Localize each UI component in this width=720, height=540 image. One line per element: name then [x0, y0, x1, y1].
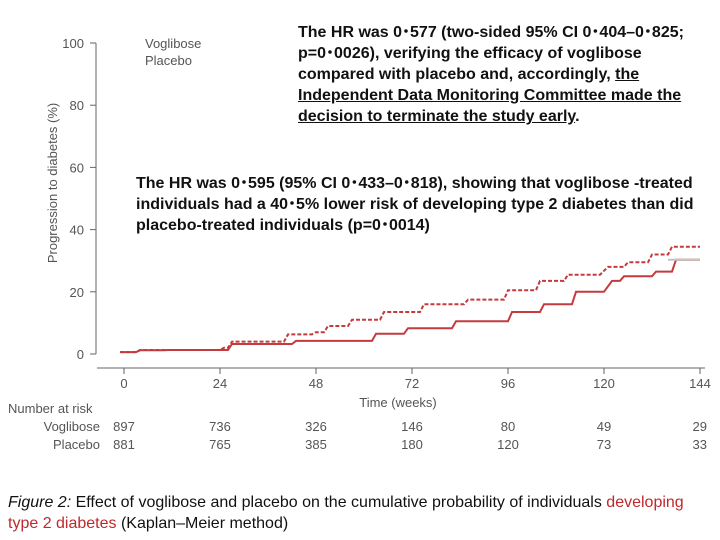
plot-lines	[120, 247, 700, 352]
figure-caption	[8, 492, 712, 534]
risk-voglibose-week-48: 326	[305, 419, 327, 434]
voglibose-line	[120, 260, 700, 352]
legend-label-placebo: Placebo	[145, 53, 192, 68]
risk-placebo-week-96: 120	[497, 437, 519, 452]
y-tick-label-0: 0	[76, 347, 84, 362]
caption-highlight: developing type 2 diabetes	[8, 494, 684, 532]
x-tick-label-120: 120	[593, 376, 615, 391]
y-tick-label-100: 100	[62, 36, 84, 51]
risk-placebo-week-48: 385	[305, 437, 327, 452]
risk-voglibose-week-0: 897	[113, 419, 135, 434]
risk-voglibose-week-120: 49	[596, 419, 612, 434]
y-axis	[45, 36, 96, 362]
caption-text-before: Effect of voglibose and placebo on the cumulative probability of individuals	[71, 494, 607, 511]
y-axis-title: Progression to diabetes (%)	[45, 102, 60, 264]
caption-figure-label: Figure 2:	[8, 494, 72, 511]
caption-text-after: (Kaplan–Meier method)	[116, 515, 289, 532]
number-at-risk-table	[8, 401, 707, 452]
risk-placebo-week-24: 765	[209, 437, 231, 452]
risk-placebo-week-120: 73	[596, 437, 612, 452]
number-at-risk-title: Number at risk	[8, 401, 93, 416]
callout-first-underlined: the Independent Data Monitoring Committee made the decision to terminate the study early	[298, 66, 682, 125]
hr-callout-first	[298, 22, 702, 127]
risk-row-label-placebo: Placebo	[53, 437, 100, 452]
risk-placebo-week-72: 180	[401, 437, 423, 452]
x-tick-label-72: 72	[404, 376, 420, 391]
hr-callout-second: The HR was 0･595 (95% CI 0･433–0･818), showing that voglibose -treated individuals had a 40･5% lower risk of developing type 2 diabetes than did placebo-treated individuals (p=0･0014)	[136, 173, 702, 236]
risk-placebo-week-144: 33	[692, 437, 707, 452]
callout-first-text: The HR was 0･577 (two-sided 95% CI 0･404–0･825; p=0･0026), verifying the efficacy of voglibose compared with placebo and, accordingly,	[298, 24, 684, 83]
x-tick-label-24: 24	[212, 376, 228, 391]
x-tick-label-48: 48	[308, 376, 324, 391]
legend-label-voglibose: Voglibose	[145, 36, 202, 51]
x-axis	[97, 368, 711, 410]
callout-first-end: .	[575, 108, 580, 125]
y-tick-label-40: 40	[69, 222, 84, 238]
placebo-line	[120, 247, 700, 352]
risk-voglibose-week-96: 80	[500, 419, 516, 434]
y-tick-label-20: 20	[69, 284, 84, 300]
risk-voglibose-week-72: 146	[401, 419, 423, 434]
risk-placebo-week-0: 881	[113, 437, 135, 452]
x-tick-label-0: 0	[120, 376, 128, 391]
risk-voglibose-week-144: 29	[692, 419, 707, 434]
x-tick-label-144: 144	[689, 376, 711, 391]
legend	[145, 36, 201, 68]
risk-row-label-voglibose: Voglibose	[43, 419, 100, 434]
risk-voglibose-week-24: 736	[209, 419, 231, 434]
x-axis-title: Time (weeks)	[359, 395, 437, 410]
y-tick-label-80: 80	[69, 98, 84, 114]
y-tick-label-60: 60	[69, 160, 84, 176]
x-tick-label-96: 96	[500, 376, 516, 391]
